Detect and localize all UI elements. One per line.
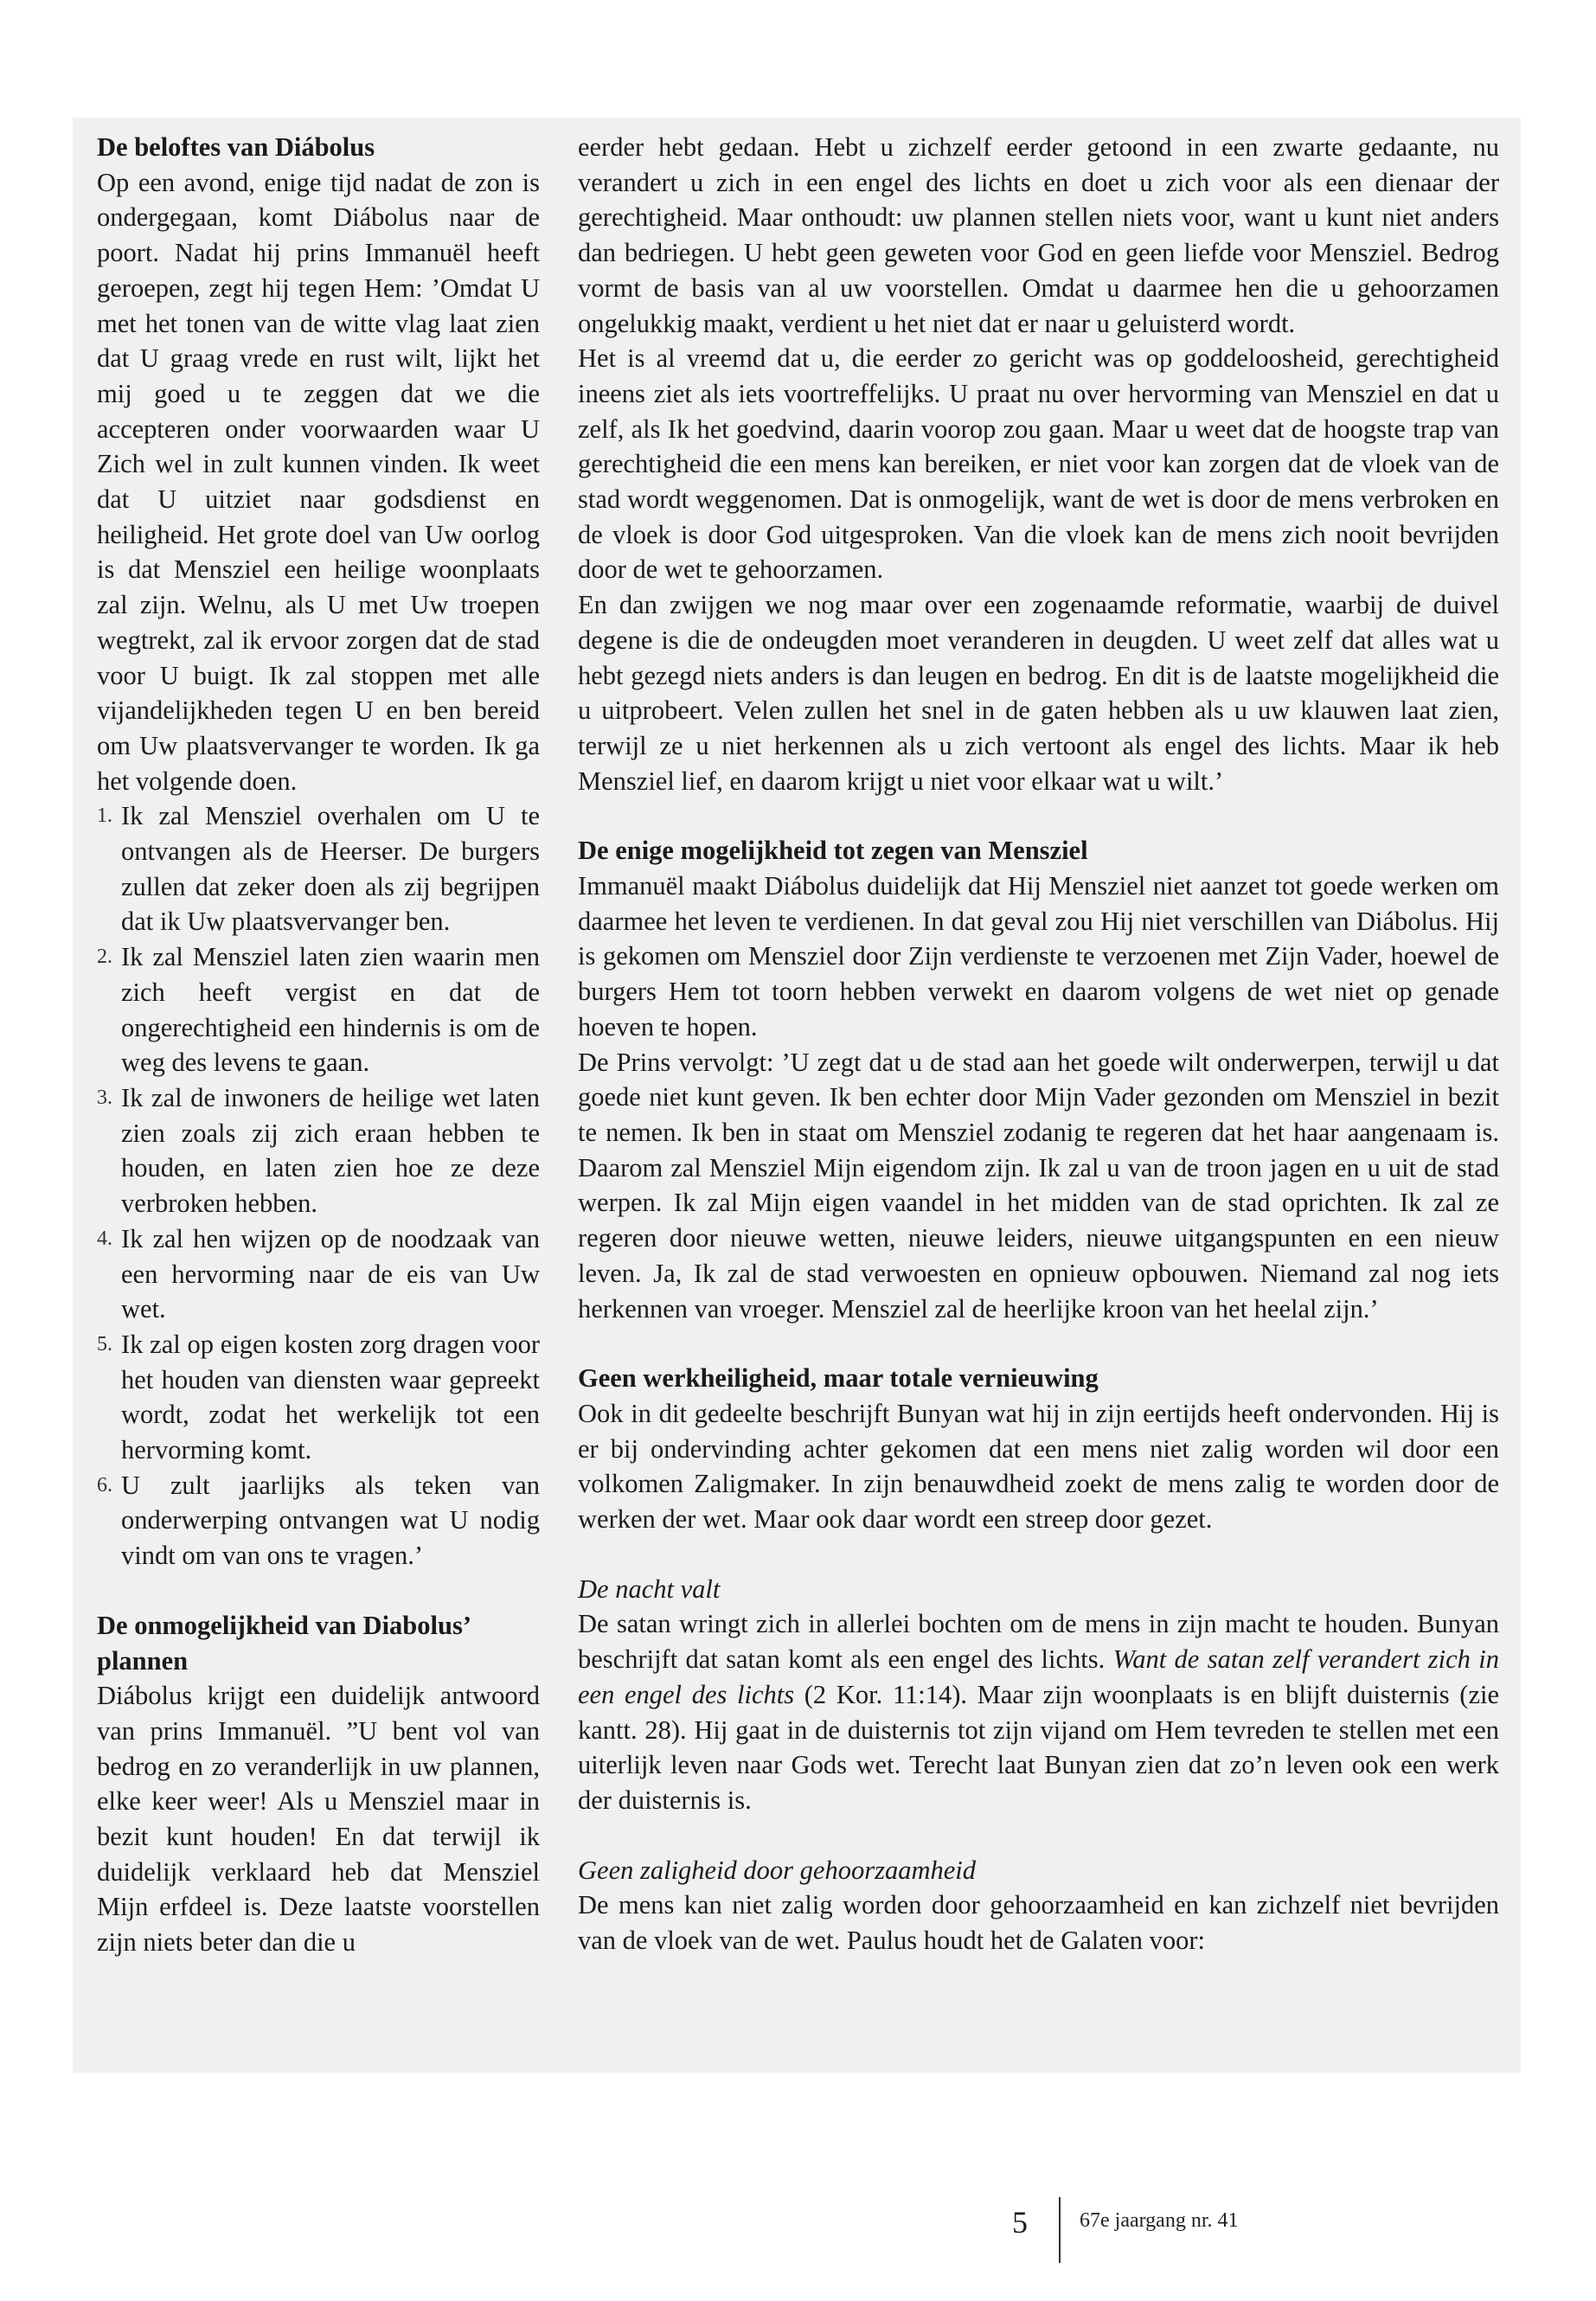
heading-enige-mogelijkheid: De enige mogelijkheid tot zegen van Mensziel [578,836,1088,866]
issue-label: 67e jaargang nr. 41 [1080,2209,1239,2232]
subheading-zaligheid: Geen zaligheid door gehoorzaamheid [578,1855,976,1885]
left-column [97,130,540,1960]
heading-beloftes: De beloftes van Diábolus [97,132,375,162]
list-number: 2. [97,945,112,969]
paragraph: Diábolus krijgt een duidelijk antwoord van prins Immanuël. ”U bent vol van bedrog en zo veranderlijk in uw plannen, elke keer weer! Als u Mensziel maar in bezit kunt houden! En dat terwijl ik duidelijk verklaard heb dat Mensziel Mijn erfdeel is. Deze laatste voorstellen zijn niets beter dan die u [97,1681,540,1958]
list-number: 5. [97,1332,112,1356]
list-item [97,1468,540,1574]
list-number: 6. [97,1473,112,1497]
text-run: (2 Kor. 11:14). Maar zijn woonplaats is en blijft duisternis (zie kantt. 28). Hij gaat in de duisternis tot zijn vijand om Hem tevreden te stellen met een uiterlijk leven naar Gods wet. Terecht laat Bunyan zien dat zo’n leven ook een werk der duisternis is. [578,1679,1500,1815]
paragraph: Ook in dit gedeelte beschrijft Bunyan wat hij in zijn eertijds heeft ondervonden. Hij is er bij ondervinding achter gekomen dat een mens niet zalig worden wil door een volkomen Zaligmaker. In zijn benauwdheid zoekt de mens zalig te worden door de werken der wet. Maar ook daar wordt een streep door gezet. [578,1398,1499,1535]
right-column [578,130,1499,1958]
list-number: 4. [97,1227,112,1250]
list-text: U zult jaarlijks als teken van onderwerping ontvangen wat U nodig vindt om van ons te vragen.’ [121,1470,540,1571]
paragraph: Op een avond, enige tijd nadat de zon is ondergegaan, komt Diábolus naar de poort. Nadat hij prins Immanuël heeft geroepen, zegt hij tegen Hem: ’Omdat U met het tonen van de witte vlag laat zien dat U graag vrede en rust wilt, lijkt het mij goed u te zeggen dat we die accepteren onder voorwaarden waar U Zich wel in zult kunnen vinden. Ik weet dat U uitziet naar godsdienst en heiligheid. Het grote doel van Uw oorlog is dat Mensziel een heilige woonplaats zal zijn. Welnu, als U met Uw troepen wegtrekt, zal ik ervoor zorgen dat de stad voor U buigt. Ik zal stoppen met alle vijandelijkheden tegen U en ben bereid om Uw plaatsvervanger te worden. Ik ga het volgende doen. [97,167,540,796]
paragraph: De Prins vervolgt: ’U zegt dat u de stad aan het goede wilt onderwerpen, terwijl u dat goede niet kunt geven. Ik ben echter door Mijn Vader gezonden om Mensziel in bezit te nemen. Ik ben in staat om Mensziel zodanig te regeren dat het haar aangenaam is. Daarom zal Mensziel Mijn eigendom zijn. Ik zal u van de troon jagen en u uit de stad werpen. Ik zal Mijn eigen vaandel in het midden van de stad oprichten. Ik zal ze regeren door nieuwe wetten, nieuwe leiders, nieuwe uitgangspunten en een nieuw leven. Ja, Ik zal de stad verwoesten en opnieuw opbouwen. Niemand zal nog iets herkennen van vroeger. Mensziel zal de heerlijke kroon van het heelal zijn.’ [578,1047,1499,1324]
list-text: Ik zal Mensziel laten zien waarin men zich heeft vergist en dat de ongerechtigheid een hindernis is om de weg des levens te gaan. [121,942,540,1078]
list-text: Ik zal op eigen kosten zorg dragen voor het houden van diensten waar gepreekt wordt, zodat het werkelijk tot een hervorming komt. [121,1329,540,1465]
list-number: 3. [97,1086,112,1109]
list-item [97,1080,540,1221]
list-number: 1. [97,804,112,828]
list-text: Ik zal Mensziel overhalen om U te ontvangen als de Heerser. De burgers zullen dat zeker doen als zij begrijpen dat ik Uw plaatsvervanger ben. [121,801,540,937]
promises-list [97,798,540,1573]
list-item [97,1327,540,1468]
paragraph: De mens kan niet zalig worden door gehoorzaamheid en kan zichzelf niet bevrijden van de vloek van de wet. Paulus houdt het de Galaten voor: [578,1890,1499,1956]
heading-werkheiligheid: Geen werkheiligheid, maar totale vernieuwing [578,1363,1099,1394]
paragraph: En dan zwijgen we nog maar over een zogenaamde reformatie, waarbij de duivel degene is die de ondeugden moet veranderen in deugden. U weet zelf dat alles wat u hebt gezegd niets anders is dan leugen en bedrog. En dit is de laatste mogelijkheid die u uitprobeert. Velen zullen het snel in de gaten hebben als u uw klauwen laat zien, terwijl ze u niet herkennen als u zich vertoont als engel des lichts. Maar ik heb Mensziel lief, en daarom krijgt u niet voor elkaar wat u wilt.’ [578,590,1499,796]
paragraph [578,1606,1499,1817]
paragraph: Immanuël maakt Diábolus duidelijk dat Hij Mensziel niet aanzet tot goede werken om daarmee het leven te verdienen. In dat geval zou Hij niet verschillen van Diábolus. Hij is gekomen om Mensziel door Zijn verdienste te verzoenen met Zijn Vader, hoewel de burgers Hem tot toorn hebben verwekt en daarom volgens de wet niet op genade hoeven te hopen. [578,871,1499,1042]
list-item [97,939,540,1080]
text-run: De satan wringt zich in allerlei bochten om de mens in zijn macht te houden. Bunyan beschrijft dat satan komt als een engel des lichts. [578,1609,1499,1675]
list-item [97,1221,540,1327]
list-text: Ik zal hen wijzen op de noodzaak van een hervorming naar de eis van Uw wet. [121,1223,540,1324]
page-number: 5 [1012,2205,1028,2240]
paragraph: Het is al vreemd dat u, die eerder zo gericht was op goddeloosheid, gerechtigheid ineens ziet als iets voortreffelijks. U praat nu over hervorming van Mensziel en dat u zelf, als Ik het goedvind, daarin voorop zou gaan. Maar u weet dat de hoogste trap van gerechtigheid die een mens kan bereiken, er niet voor kan zorgen dat de vloek van de stad wordt weggenomen. Dat is onmogelijk, want de wet is door de mens verbroken en de vloek is door God uitgesproken. Van die vloek kan de mens zich nooit bevrijden door de wet te gehoorzamen. [578,343,1499,585]
list-text: Ik zal de inwoners de heilige wet laten zien zoals zij zich eraan hebben te houden, en laten zien hoe ze deze verbroken hebben. [121,1082,540,1219]
footer-divider [1059,2197,1061,2263]
subheading-nacht-valt: De nacht valt [578,1574,721,1604]
article-panel [73,118,1521,2073]
paragraph: eerder hebt gedaan. Hebt u zichzelf eerder getoond in een zwarte gedaante, nu verandert u zich in een engel des lichts en doet u zich voor als een dienaar der gerechtigheid. Maar onthoudt: uw plannen stellen niets voor, want u kunt niet anders dan bedriegen. U hebt geen geweten voor God en geen liefde voor Mensziel. Bedrog vormt de basis van al uw voorstellen. Omdat u daarmee hen die u gehoorzamen ongelukkig maakt, verdient u het niet dat er naar u geluisterd wordt. [578,132,1499,338]
list-item [97,798,540,939]
heading-onmogelijkheid: De onmogelijkheid van Diabolus’ plannen [97,1610,470,1676]
quote-italic: Want de satan zelf verandert zich in een engel des lichts [578,1644,1500,1709]
